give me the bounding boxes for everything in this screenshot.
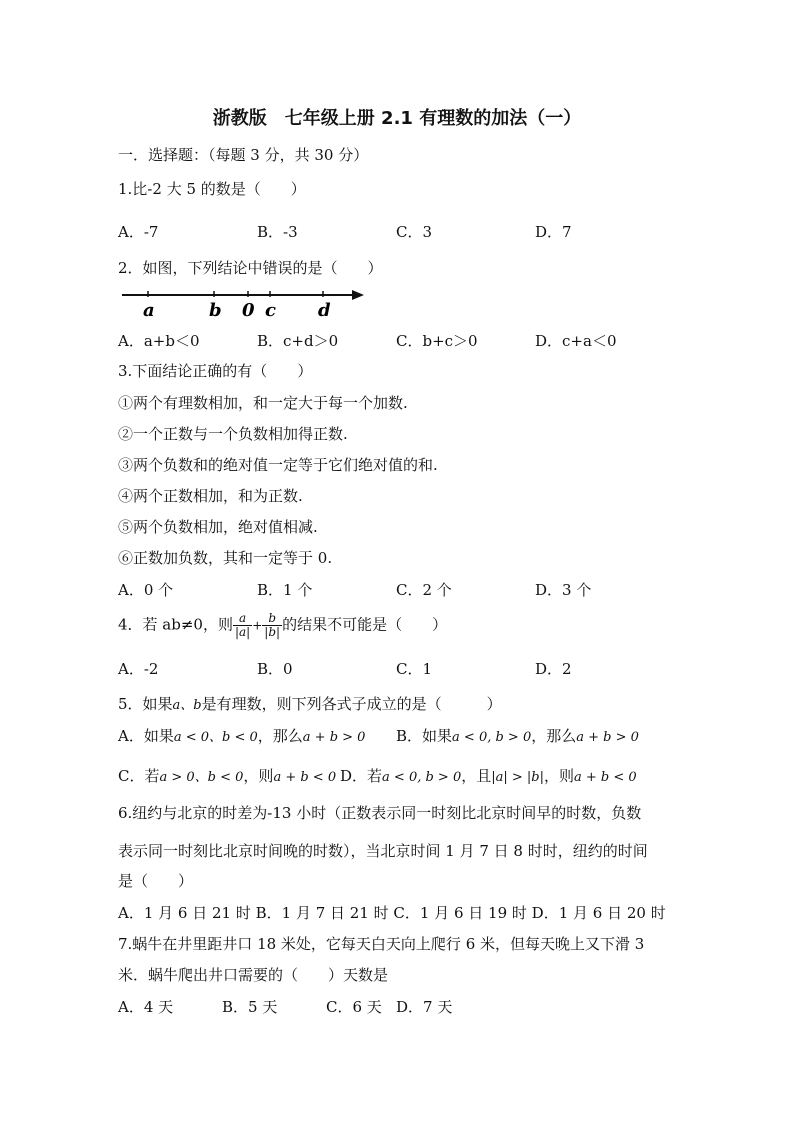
q5a-mid: ，那么 [257,727,303,745]
question-6-line-3: 是（ ） [118,872,194,890]
question-4-stem [118,612,447,639]
q2-option-c[interactable]: C．b+c＞0 [396,332,478,350]
label-a: a [143,300,155,321]
q3-statement-3: ③两个负数和的绝对值一定等于它们绝对值的和. [118,456,438,474]
frac1-numerator: a [233,612,252,626]
q3-statement-2: ②一个正数与一个负数相加得正数. [118,425,348,443]
label-d: d [318,300,331,321]
q3-option-d[interactable]: D．3 个 [535,581,592,599]
question-3-stem: 3.下面结论正确的有（ ） [118,362,313,380]
q3-statement-5: ⑤两个负数相加，绝对值相减. [118,518,318,536]
q4-option-b[interactable]: B．0 [257,660,293,678]
q7-option-a[interactable]: A．4 天 [118,998,174,1016]
q5b-res: a + b > 0 [576,730,639,745]
q5d-res: a + b < 0 [574,770,637,785]
q5-option-c[interactable] [118,765,336,789]
q4-option-c[interactable]: C．1 [396,660,433,678]
q3-statement-6: ⑥正数加负数，其和一定等于 0. [118,549,333,567]
q7-option-d[interactable]: D．7 天 [396,998,453,1016]
q5b-cond: a < 0, b > 0 [452,730,532,745]
label-c: c [265,300,276,321]
q4-stem-pre: 4．若 ab≠0，则 [118,615,233,634]
q5a-cond: a < 0、b < 0 [173,730,258,745]
q4-option-a[interactable]: A．-2 [118,660,159,678]
q5-option-b[interactable] [396,725,639,749]
q5c-cond: a > 0、b < 0 [159,770,244,785]
q5-vars: a、b [172,698,202,713]
question-5-stem [118,693,502,717]
q1-option-a[interactable]: A．-7 [118,223,159,241]
q1-option-c[interactable]: C．3 [396,223,433,241]
q4-option-d[interactable]: D．2 [535,660,572,678]
q5d-cond: a < 0, b > 0 [382,770,462,785]
q5a-pre: A．如果 [118,727,174,745]
fraction-b-over-abs-b [262,612,282,639]
q5a-res: a + b > 0 [302,730,366,745]
question-6-line-1: 6.纽约与北京的时差为-13 小时（正数表示同一时刻比北京时间早的时数，负数 [118,804,642,822]
q7-option-b[interactable]: B．5 天 [222,998,278,1016]
question-7-line-2: 米．蜗牛爬出井口需要的（ ）天数是 [118,966,389,984]
label-b: b [209,300,222,321]
frac2-numerator: b [262,612,282,626]
q5-option-a[interactable] [118,725,365,749]
q5b-mid: ，那么 [531,727,577,745]
q3-statement-4: ④两个正数相加，和为正数. [118,487,303,505]
q5-stem-post: 是有理数，则下列各式子成立的是（ ） [201,695,502,713]
frac1-denominator: |a| [234,625,251,639]
number-line-figure [118,283,368,323]
question-6-line-2: 表示同一时刻比北京时间晚的时数），当北京时间 1 月 7 日 8 时时，纽约的时间 [118,842,648,860]
q2-option-a[interactable]: A．a+b＜0 [118,332,200,350]
frac2-denominator: |b| [264,625,281,639]
q1-option-b[interactable]: B．-3 [257,223,298,241]
q5d-abs: |a| > |b| [491,770,544,785]
q7-option-c[interactable]: C．6 天 [326,998,382,1016]
q2-option-d[interactable]: D．c+a＜0 [535,332,617,350]
question-2-stem: 2．如图，下列结论中错误的是（ ） [118,259,383,277]
q3-statement-1: ①两个有理数相加，和一定大于每一个加数. [118,394,408,412]
plus-sign: + [252,618,263,633]
label-0: 0 [242,300,255,321]
q5-option-d[interactable] [340,765,637,789]
q5-stem-pre: 5．如果 [118,695,173,713]
q5d-mid: ，且 [461,767,492,785]
q5d-mid2: ，则 [544,767,575,785]
page-title: 浙教版 七年级上册 2.1 有理数的加法（一） [212,108,582,129]
q5c-pre: C．若 [118,767,160,785]
q5b-pre: B．如果 [396,727,453,745]
question-1-stem: 1.比-2 大 5 的数是（ ） [118,180,306,198]
q5d-pre: D．若 [340,767,383,785]
question-7-line-1: 7.蜗牛在井里距井口 18 米处，它每天白天向上爬行 6 米，但每天晚上又下滑 3 [118,935,645,953]
q2-option-b[interactable]: B．c+d＞0 [257,332,339,350]
fraction-a-over-abs-a [233,612,252,639]
q3-option-c[interactable]: C．2 个 [396,581,452,599]
q5c-mid: ，则 [243,767,274,785]
number-line-arrow [352,290,364,300]
q4-stem-post: 的结果不可能是（ ） [282,615,448,634]
q5c-res: a + b < 0 [273,770,337,785]
q3-option-b[interactable]: B．1 个 [257,581,313,599]
q1-option-d[interactable]: D．7 [535,223,572,241]
q3-option-a[interactable]: A．0 个 [118,581,174,599]
q6-options[interactable]: A．1 月 6 日 21 时 B．1 月 7 日 21 时 C．1 月 6 日 19 时 D．1 月 6 日 20 时 [118,904,666,922]
section-heading: 一．选择题：（每题 3 分，共 30 分） [118,146,369,164]
